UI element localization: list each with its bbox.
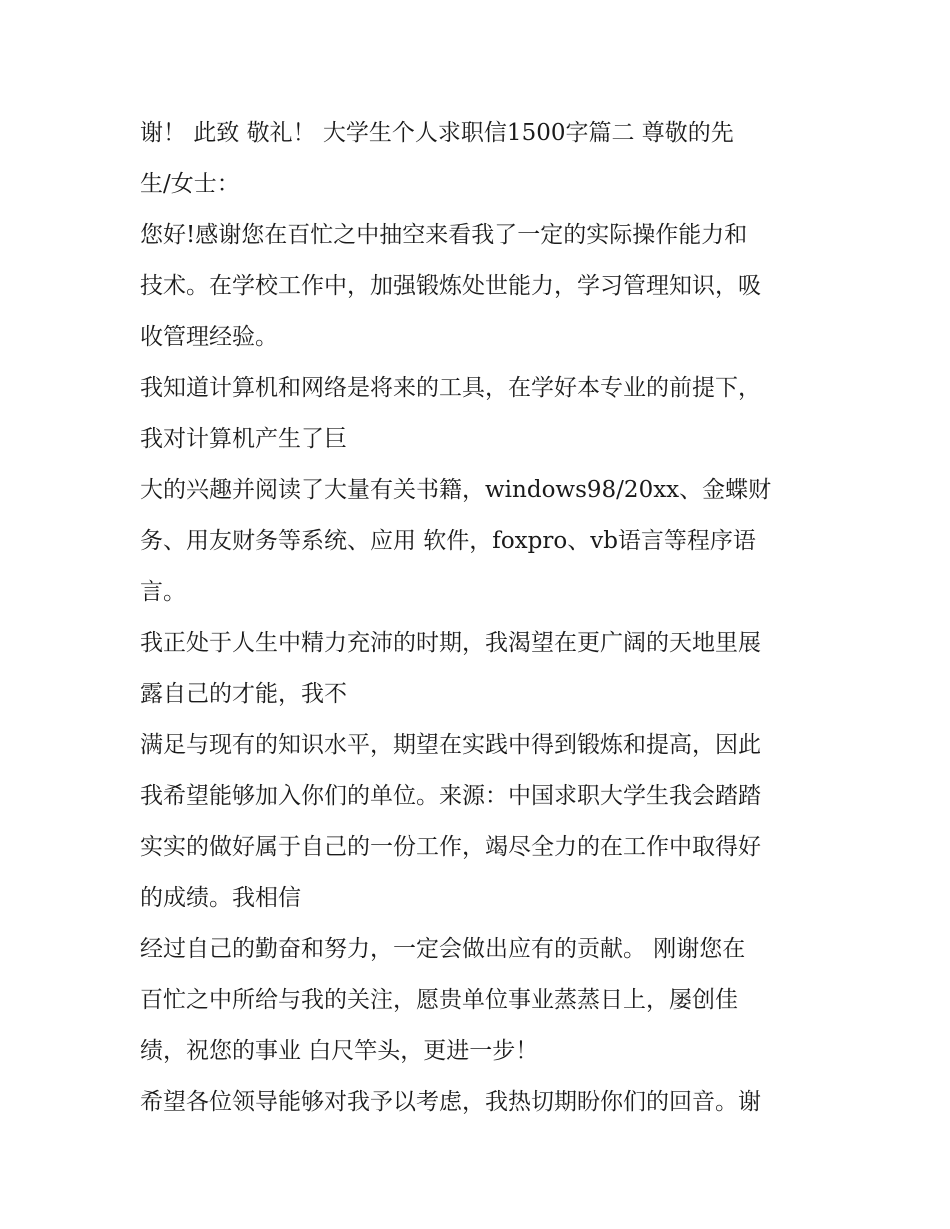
text-line: 言。: [140, 579, 186, 605]
text-line: 我正处于人生中精力充沛的时期，我渴望在更广阔的天地里展: [140, 630, 761, 656]
text-line: 经过自己的勤奋和努力，一定会做出应有的贡献。 刚谢您在: [140, 936, 746, 962]
text-line: 满足与现有的知识水平，期望在实践中得到锻炼和提高，因此: [140, 732, 761, 758]
text-line: 百忙之中所给与我的关注，愿贵单位事业蒸蒸日上，屡创佳: [140, 987, 738, 1013]
text-line: 实实的做好属于自己的一份工作，竭尽全力的在工作中取得好: [140, 834, 761, 860]
text-line: 技术。在学校工作中，加强锻炼处世能力，学习管理知识，吸: [140, 273, 761, 299]
body-text: [140, 108, 830, 1128]
text-line: 谢！ 此致 敬礼！ 大学生个人求职信1500字篇二 尊敬的先: [140, 120, 734, 146]
text-line: 绩，祝您的事业 白尺竿头，更进一步！: [140, 1038, 539, 1064]
text-line: 我对计算机产生了巨: [140, 426, 347, 452]
text-line: 生/女士：: [140, 171, 240, 197]
text-line: 务、用友财务等系统、应用 软件，foxpro、vb语言等程序语: [140, 528, 756, 554]
text-line: 收管理经验。: [140, 324, 278, 350]
text-line: 您好!感谢您在百忙之中抽空来看我了一定的实际操作能力和: [140, 222, 748, 248]
text-line: 希望各位领导能够对我予以考虑，我热切期盼你们的回音。谢: [140, 1089, 761, 1115]
text-line: 我希望能够加入你们的单位。来源：中国求职大学生我会踏踏: [140, 783, 761, 809]
text-line: 我知道计算机和网络是将来的工具，在学好本专业的前提下，: [140, 375, 761, 401]
text-line: 露自己的才能，我不: [140, 681, 347, 707]
text-line: 大的兴趣并阅读了大量有关书籍，windows98/20xx、金蝶财: [140, 477, 772, 503]
text-line: 的成绩。我相信: [140, 885, 301, 911]
